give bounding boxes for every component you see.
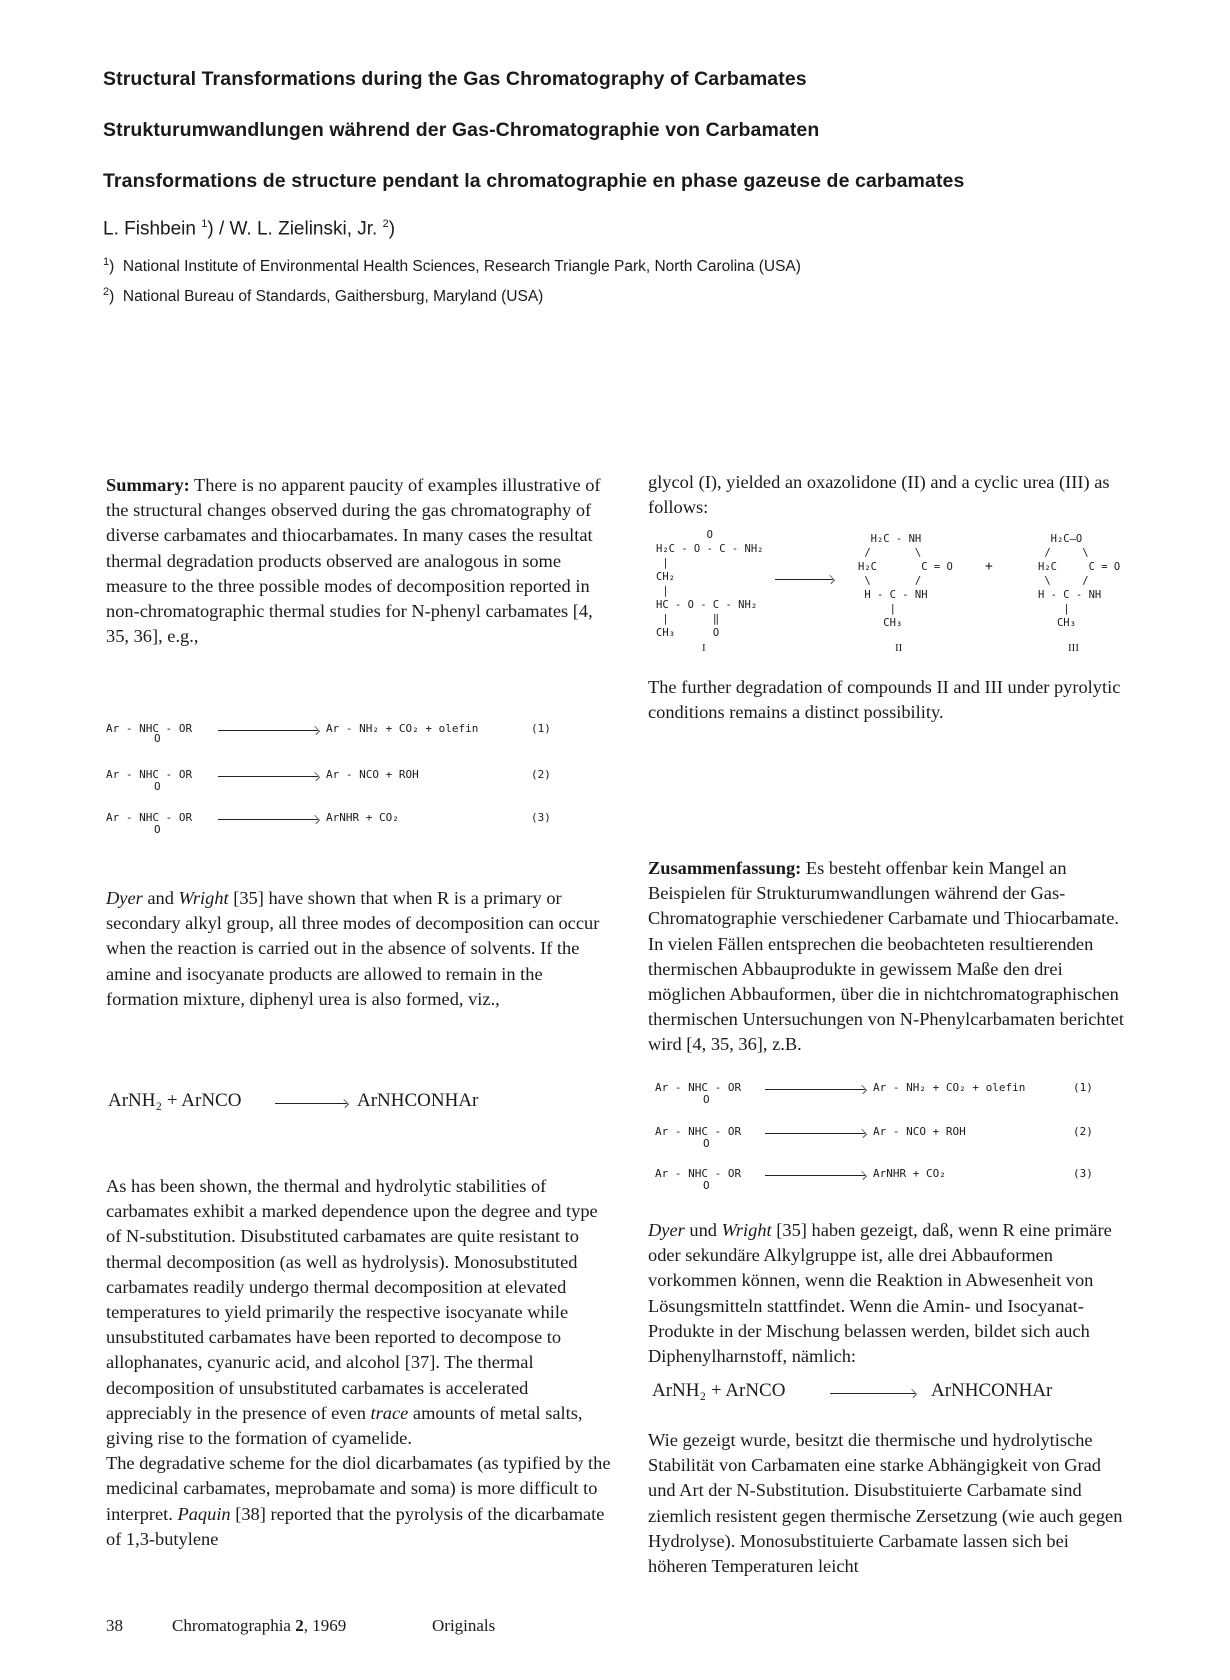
equation-r3-lhs: Ar - NHC - OR [655,1167,742,1180]
structure-I: O H₂C - O - C - NH₂ | CH₂ | HC - O - C - NH₂ | ‖ CH₃ O [656,529,764,639]
label-compound-III: III [1068,642,1079,654]
stability-paragraph-de [648,1428,1130,1579]
structure-III: H₂C—O / \ H₂C C = O \ / H - C - NH | CH₃ [1038,533,1121,629]
stability-en-text-1b: amounts of metal salts, giving rise to the formation of cyamelide. [106,1402,583,1449]
right-intro-text: glycol (I), yielded an oxazolidone (II) and a cyclic urea (III) as follows: [648,472,1110,518]
equation-2-carbonyl: O [154,780,161,793]
equation-2-arrow [218,776,318,777]
equation-3-number: (3) [531,811,551,824]
equation-1-carbonyl: O [154,732,161,745]
scheme-arrow [775,579,833,580]
further-paragraph [648,675,1130,725]
equations-left [106,722,566,842]
author-1: L. Fishbein [103,218,196,240]
author-2-mark: 2 [382,218,389,230]
affiliation-1: $^1$) National Institute of Environmental Health Sciences, Research Triangle Park, North Carolina (USA) [103,256,801,276]
equation-1-rhs: Ar - NH₂ + CO₂ + olefin [326,722,479,735]
dyer-en-and: and [147,888,174,908]
affiliation-2-mark: 2 [103,286,110,298]
equation-r3-carbonyl: O [703,1179,710,1192]
affiliation-2-text: National Bureau of Standards, Gaithersburg, Maryland (USA) [122,288,544,306]
label-compound-I: I [702,642,706,654]
dyer-paragraph-en [106,886,611,1012]
urea-reaction-left [108,1090,241,1112]
title-french: Transformations de structure pendant la chromatographie en phase gazeuse de carbamates [103,170,965,192]
author-separator: / [218,218,225,240]
summary-label: Summary: [106,475,190,495]
stability-en-text-2b: [38] reported that the pyrolysis of the dicarbamate of 1,3-butylene [106,1503,605,1549]
dyer-de-author2: Wright [721,1220,772,1240]
dyer-paragraph-de [648,1218,1130,1369]
stability-en-text-1: As has been shown, the thermal and hydrolytic stabilities of carbamates exhibit a marked dependence upon the degree and type of N-substitution. Disubstituted carbamates are quite resistant to thermal decomposition (as well as hydrolysis). Monosubstituted carbamates readily undergo thermal decomposition at elevated temperatures to yield primarily the respective isocyanate while unsubstituted carbamates have been reported to decompose to allophanates, cyanuric acid, and alcohol [37]. The thermal decomposition of unsubstituted carbamates is accelerated appreciably in the presence of even [106,1176,598,1423]
urea-right-arrow [830,1393,915,1394]
affiliation-1-mark: 1 [103,256,110,268]
equation-r2-carbonyl: O [703,1137,710,1150]
urea-left-lhs: ArNH₂ + ArNCO [108,1090,242,1111]
zusammenfassung-text: Es besteht offenbar kein Mangel an Beispielen für Strukturumwandlungen während der Gas-Chromatographie verschiedener Carbamate und Thiocarbamate. In vielen Fällen entsprechen die beobachteten resultierenden thermischen Abbauprodukte in gewissem Maße den drei möglichen Abbauformen, über die in nichtchromatographischen thermischen Untersuchungen von N-Phenylcarbamaten berichtet wird [4, 35, 36], z.B. [648,858,1124,1055]
urea-right-rhs: ArNHCONHAr [931,1380,1053,1401]
section-label: Originals [432,1616,496,1635]
equation-3-carbonyl: O [154,823,161,836]
equation-2-rhs: Ar - NCO + ROH [326,768,419,781]
equation-r3-arrow [765,1175,865,1176]
urea-left-arrow [275,1103,347,1104]
equation-2-lhs: Ar - NHC - OR [106,768,193,781]
summary-text: There is no apparent paucity of examples illustrative of the structural changes observed during the gas chromatography of diverse carbamates and thiocarbamates. In many cases the resultat thermal degradation products observed are analogous in some measure to the three possible modes of decomposition reported in non-chromatographic thermal studies for N-phenyl carbamates [4, 35, 36], e.g., [106,475,601,647]
journal-year: , 1969 [303,1616,347,1635]
dyer-de-author1: Dyer [648,1220,685,1240]
equation-1-arrow [218,730,318,731]
summary-paragraph [106,473,611,649]
stability-en-trace: trace [370,1402,409,1423]
equation-r2-rhs: Ar - NCO + ROH [873,1125,966,1138]
plus-sign: + [985,559,993,574]
journal-citation [172,1616,346,1636]
dyer-de-und: und [689,1220,717,1240]
title-english: Structural Transformations during the Gas Chromatography of Carbamates [103,68,807,90]
further-text: The further degradation of compounds II and III under pyrolytic conditions remains a distinct possibility. [648,677,1121,723]
equation-1-number: (1) [531,722,551,735]
equation-r1-arrow [765,1089,865,1090]
stability-paragraph-en [106,1174,611,1552]
equation-2-number: (2) [531,768,551,781]
equation-r2-arrow [765,1133,865,1134]
urea-right-lhs: ArNH₂ + ArNCO [652,1380,786,1401]
equation-3-arrow [218,819,318,820]
structure-II: H₂C - NH / \ H₂C C = O \ / H - C - NH | CH₃ [858,533,953,629]
journal-volume: 2 [295,1616,304,1635]
dyer-en-text: [35] have shown that when R is a primary or secondary alkyl group, all three modes of decomposition can occur when the reaction is carried out in the absence of solvents. If the amine and isocyanate products are allowed to remain in the formation mixture, diphenyl urea is also formed, viz., [106,888,600,1009]
equation-r1-rhs: Ar - NH₂ + CO₂ + olefin [873,1081,1026,1094]
equation-3-rhs: ArNHR + CO₂ [326,811,399,824]
zusammenfassung-label: Zusammenfassung: [648,858,802,878]
equation-r2-lhs: Ar - NHC - OR [655,1125,742,1138]
dyer-en-author2: Wright [178,888,229,908]
equation-r3-number: (3) [1073,1167,1093,1180]
stability-en-text-2: The degradative scheme for the diol dicarbamates (as typified by the medicinal carbamates, meprobamate and soma) is more difficult to interpret. [106,1453,611,1524]
author-line: L. Fishbein $^1$) / W. L. Zielinski, Jr. $^2$) [103,218,396,240]
equations-right [655,1081,1115,1201]
dyer-en-author1: Dyer [106,888,143,908]
urea-left-rhs: ArNHCONHAr [357,1090,479,1111]
dyer-de-text: [35] haben gezeigt, daß, wenn R eine primäre oder sekundäre Alkylgruppe ist, alle drei Abbauformen vorkommen können, wenn die Reaktion in Abwesenheit von Lösungsmitteln stattfindet. Wenn die Amin- und Isocyanat-Produkte in der Mischung belassen werden, bildet sich auch Diphenylharnstoff, nämlich: [648,1220,1112,1367]
equation-1-lhs: Ar - NHC - OR [106,722,193,735]
stability-en-paquin: Paquin [177,1503,231,1524]
equation-r3-rhs: ArNHR + CO₂ [873,1167,946,1180]
author-2: W. L. Zielinski, Jr. [229,218,378,240]
equation-3-lhs: Ar - NHC - OR [106,811,193,824]
equation-r1-number: (1) [1073,1081,1093,1094]
affiliation-1-text: National Institute of Environmental Health Sciences, Research Triangle Park, North Carolina (USA) [122,258,801,276]
equation-r1-lhs: Ar - NHC - OR [655,1081,742,1094]
affiliation-2: $^2$) National Bureau of Standards, Gaithersburg, Maryland (USA) [103,286,544,306]
equation-r1-carbonyl: O [703,1093,710,1106]
journal-name: Chromatographia [172,1616,291,1635]
page-number: 38 [106,1616,123,1635]
zusammenfassung-paragraph [648,856,1130,1058]
author-1-mark: 1 [201,218,208,230]
title-german: Strukturumwandlungen während der Gas-Chromatographie von Carbamaten [103,119,820,141]
label-compound-II: II [895,642,903,654]
stability-de-text: Wie gezeigt wurde, besitzt die thermische und hydrolytische Stabilität von Carbamaten eine starke Abhängigkeit von Grad und Art der N-Substitution. Disubstituierte Carbamate sind ziemlich resistent gegen thermische Zersetzung (wie auch gegen Hydrolyse). Monosubstituierte Carbamate lassen sich bei höheren Temperaturen leicht [648,1430,1123,1577]
right-intro-paragraph [648,470,1130,520]
equation-r2-number: (2) [1073,1125,1093,1138]
